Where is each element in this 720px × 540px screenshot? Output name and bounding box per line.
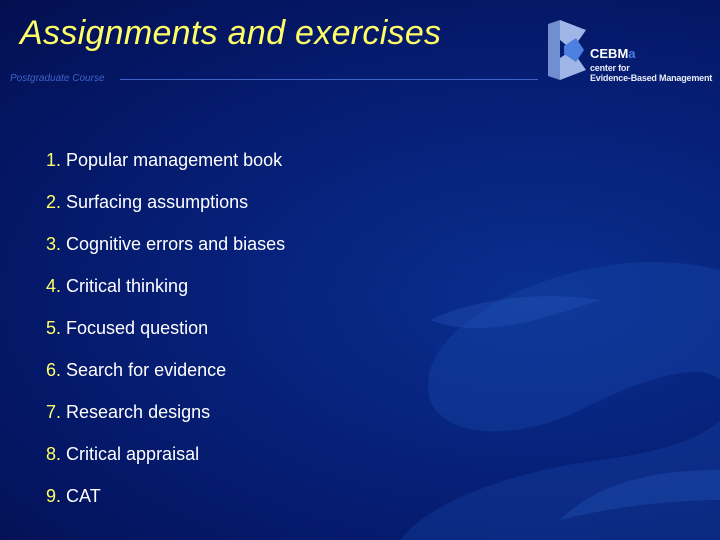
item-label: Surfacing assumptions bbox=[66, 192, 249, 212]
item-number: 4. bbox=[46, 276, 62, 296]
item-number: 7. bbox=[46, 402, 62, 422]
item-label: Critical thinking bbox=[66, 276, 189, 296]
item-label: CAT bbox=[66, 486, 101, 506]
logo-tagline-2: Evidence-Based Management bbox=[590, 73, 713, 83]
item-number: 8. bbox=[46, 444, 62, 464]
assignment-list bbox=[46, 149, 285, 527]
logo-name-main: CEBM bbox=[590, 46, 629, 61]
item-label: Popular management book bbox=[66, 150, 283, 170]
item-label: Critical appraisal bbox=[66, 444, 200, 464]
cebma-logo-mark-icon bbox=[546, 18, 588, 82]
list-item bbox=[46, 401, 285, 443]
cebma-logo bbox=[546, 18, 716, 84]
list-item bbox=[46, 233, 285, 275]
list-item bbox=[46, 191, 285, 233]
item-number: 9. bbox=[46, 486, 62, 506]
logo-tagline-1: center for bbox=[590, 63, 630, 73]
slide-title: Assignments and exercises bbox=[20, 14, 442, 52]
item-label: Focused question bbox=[66, 318, 209, 338]
course-subtitle: Postgraduate Course bbox=[10, 73, 105, 84]
item-number: 3. bbox=[46, 234, 62, 254]
item-label: Search for evidence bbox=[66, 360, 227, 380]
list-item bbox=[46, 359, 285, 401]
item-number: 6. bbox=[46, 360, 62, 380]
list-item bbox=[46, 443, 285, 485]
item-number: 1. bbox=[46, 150, 62, 170]
list-item bbox=[46, 149, 285, 191]
header-divider bbox=[120, 79, 538, 80]
list-item bbox=[46, 275, 285, 317]
item-number: 5. bbox=[46, 318, 62, 338]
item-label: Research designs bbox=[66, 402, 211, 422]
list-item bbox=[46, 485, 285, 527]
logo-name-accent: a bbox=[628, 46, 636, 61]
item-number: 2. bbox=[46, 192, 62, 212]
logo-name bbox=[590, 46, 636, 61]
item-label: Cognitive errors and biases bbox=[66, 234, 286, 254]
list-item bbox=[46, 317, 285, 359]
